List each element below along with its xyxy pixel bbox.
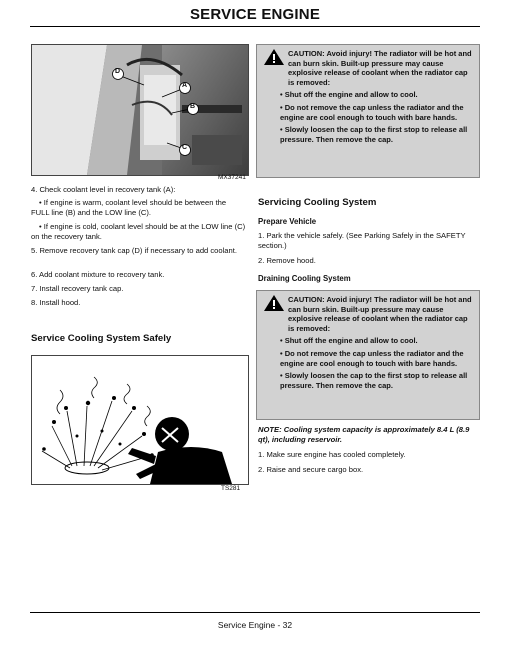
prepare-step-1: 1. Park the vehicle safely. (See Parking Safely in the SAFETY section.) xyxy=(258,231,466,250)
caution-lead: CAUTION: Avoid injury! The radiator will be hot and can burn skin. Built-up pressure may cause explosive release of coolant when the radiator cap is removed: xyxy=(288,49,472,87)
step-6: 6. Add coolant mixture to recovery tank. xyxy=(31,270,165,279)
caution-box-top xyxy=(256,44,480,178)
engine-photo xyxy=(31,44,249,176)
caution-bullet-loosen: • Slowly loosen the cap to the first stop to release all pressure. Then remove the cap. xyxy=(280,125,468,144)
step-4: 4. Check coolant level in recovery tank (A): xyxy=(31,185,176,194)
caution-bullet-cool: • Do not remove the cap unless the radiator and the engine are cool enough to touch with bare hands. xyxy=(280,348,464,368)
prepare-step-2: 2. Remove hood. xyxy=(258,256,316,265)
safety-illustration xyxy=(31,355,249,485)
callout-d: D xyxy=(112,67,124,85)
subheading-draining: Draining Cooling System xyxy=(258,274,351,283)
step-5: 5. Remove recovery tank cap (D) if necessary to add coolant. xyxy=(31,246,237,255)
callout-a: A xyxy=(179,81,191,99)
caution-bullet-shutoff: • Shut off the engine and allow to cool. xyxy=(280,336,418,346)
caution-bullet-loosen: • Slowly loosen the cap to the first stop to release all pressure. Then remove the cap. xyxy=(280,371,468,390)
step-4-bullet-cold: • If engine is cold, coolant level should be at the LOW line (C) on the recovery tank. xyxy=(31,222,246,241)
heading-service-safely: Service Cooling System Safely xyxy=(31,333,172,344)
heading-servicing-cooling: Servicing Cooling System xyxy=(258,197,377,208)
page-title: SERVICE ENGINE xyxy=(189,6,321,23)
step-4-bullet-warm: • If engine is warm, coolant level should be between the FULL line (B) and the LOW line (C). xyxy=(31,198,227,217)
drain-step-1: 1. Make sure engine has cooled completely. xyxy=(258,450,406,459)
drain-step-2: 2. Raise and secure cargo box. xyxy=(258,465,364,474)
engine-photo-drawing xyxy=(32,45,248,175)
caution-bullet-cool: • Do not remove the cap unless the radiator and the engine are cool enough to touch with bare hands. xyxy=(280,102,464,122)
callout-c: C xyxy=(179,143,191,161)
warning-triangle-icon xyxy=(264,49,284,65)
footer-rule xyxy=(30,612,480,613)
warning-triangle-icon xyxy=(264,295,284,311)
subheading-prepare-vehicle: Prepare Vehicle xyxy=(258,217,317,226)
step-7: 7. Install recovery tank cap. xyxy=(31,284,124,293)
header-rule xyxy=(30,26,480,27)
safety-illustration-drawing xyxy=(32,356,248,484)
caution-lead: CAUTION: Avoid injury! The radiator will be hot and can burn skin. Built-up pressure may cause explosive release of coolant when the radiator cap is removed: xyxy=(288,295,472,333)
callout-b: B xyxy=(187,102,199,120)
step-8: 8. Install hood. xyxy=(31,298,81,307)
figure2-code: TS281 xyxy=(221,485,241,492)
caution-box-bottom xyxy=(256,290,480,420)
caution-bullet-shutoff: • Shut off the engine and allow to cool. xyxy=(280,90,418,100)
capacity-note: NOTE: Cooling system capacity is approximately 8.4 L (8.9 qt), including reservoir. xyxy=(258,425,470,444)
figure1-code: MX37241 xyxy=(218,174,246,181)
page-footer: Service Engine - 32 xyxy=(217,620,293,630)
